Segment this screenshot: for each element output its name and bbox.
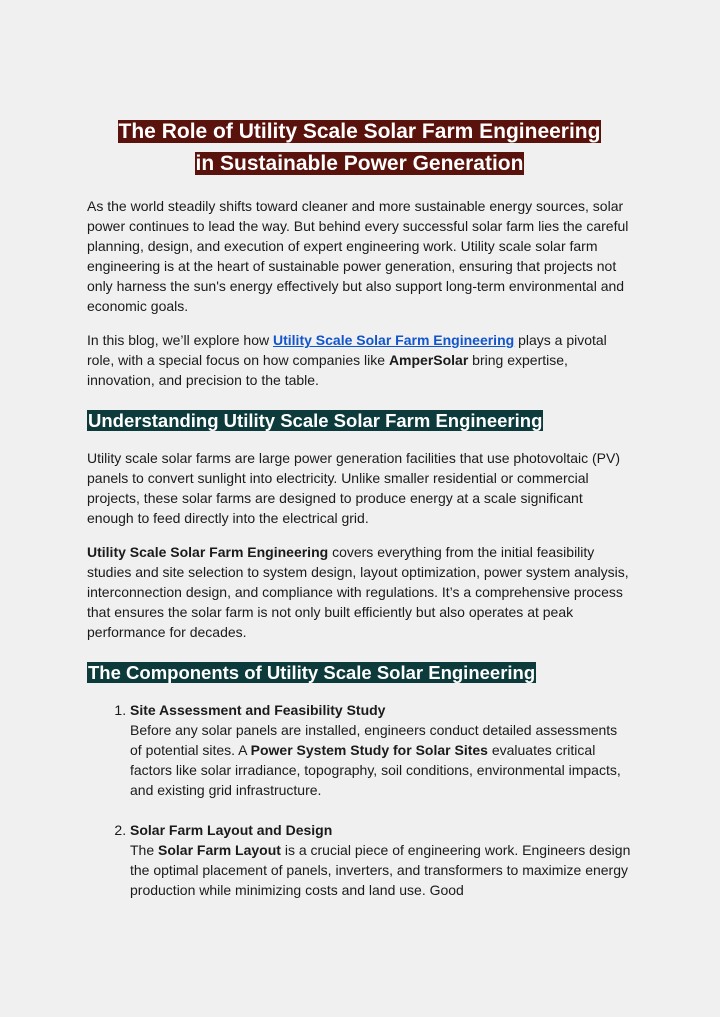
section1-paragraph-1: Utility scale solar farms are large power generation facilities that use photovoltaic (PV) panels to convert sunlight into electricity. Unlike smaller residential or commercial projects, these solar farms are designed to produce energy at a scale significant enough to feed directly into the electrical grid. (87, 450, 621, 526)
list-item-text-after: is a crucial piece of engineering work. Engineers design the optimal placement of panels, inverters, and transformers to maximize energy production while minimizing costs and land use. Good (130, 842, 631, 898)
utility-scale-engineering-link[interactable]: Utility Scale Solar Farm Engineering (273, 332, 515, 348)
section1-paragraph-2 (87, 542, 632, 642)
list-item (130, 820, 632, 900)
intro-text-before: In this blog, we’ll explore how (87, 332, 273, 348)
brand-name: AmperSolar (388, 352, 469, 368)
section-heading-understanding (87, 408, 632, 434)
title-line-2: in Sustainable Power Generation (195, 152, 524, 175)
list-item-text-before: Before any solar panels are installed, engineers conduct detailed assessments of potential sites. A (130, 722, 618, 758)
intro-paragraph-2 (87, 330, 632, 390)
list-item-title: Site Assessment and Feasibility Study (130, 702, 386, 718)
list-item-text-after: evaluates critical factors like solar irradiance, topography, soil conditions, environmental impacts, and existing grid infrastructure. (130, 742, 621, 798)
section1-paragraph-2-rest: covers everything from the initial feasibility studies and site selection to system design, layout optimization, power system analysis, interconnection design, and compliance with regulations. It’s a comprehensive process that ensures the solar farm is not only built efficiently but also operates at peak performance for decades. (87, 544, 629, 640)
section-heading-components (87, 660, 632, 686)
intro-text-mid: plays a pivotal role, with a special focus on how companies like (87, 332, 607, 368)
list-item (130, 700, 632, 800)
list-item-title: Solar Farm Layout and Design (130, 822, 333, 838)
list-item-bold-term: Solar Farm Layout (158, 842, 281, 858)
section1-bold-term: Utility Scale Solar Farm Engineering (87, 544, 329, 560)
list-item-bold-term: Power System Study for Solar Sites (250, 742, 488, 758)
list-item-text-before: The (130, 842, 159, 858)
intro-paragraph-1: As the world steadily shifts toward cleaner and more sustainable energy sources, solar power continues to lead the way. But behind every successful solar farm lies the careful planning, design, and execution of expert engineering work. Utility scale solar farm engineering is at the heart of sustainable power generation, ensuring that projects not only harness the sun's energy effectively but also support long-term environmental and economic goals. (87, 198, 629, 314)
section-heading-components-text: The Components of Utility Scale Solar Engineering (88, 662, 536, 683)
section-heading-understanding-text: Understanding Utility Scale Solar Farm Engineering (88, 410, 543, 431)
intro-text-after: bring expertise, innovation, and precision to the table. (87, 352, 568, 388)
document-page (87, 116, 632, 920)
components-list (87, 700, 632, 900)
title-line-1: The Role of Utility Scale Solar Farm Engineering (118, 120, 601, 143)
page-title (87, 116, 632, 180)
